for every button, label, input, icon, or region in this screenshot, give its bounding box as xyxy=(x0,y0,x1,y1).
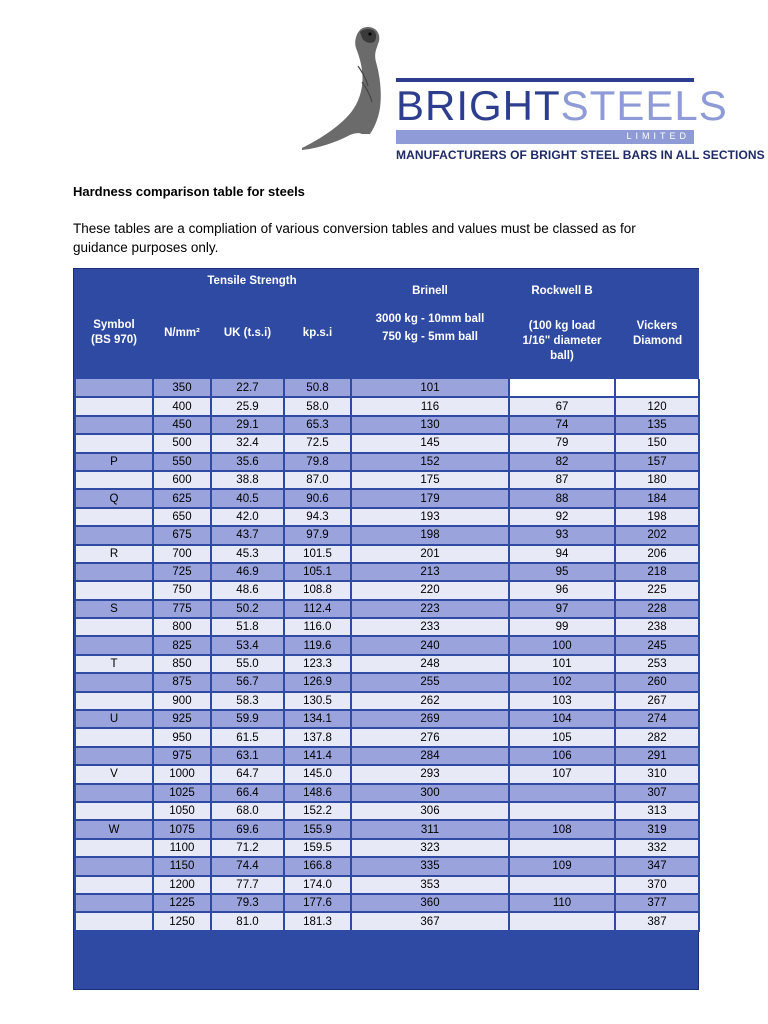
symbol-cell: P xyxy=(75,453,153,471)
table-row xyxy=(75,545,699,563)
uk-tsi-cell: 74.4 xyxy=(211,857,284,875)
kpsi-cell: 155.9 xyxy=(284,820,351,838)
rockwell-cell: 95 xyxy=(509,563,615,581)
vickers-cell: 218 xyxy=(615,563,699,581)
table-row xyxy=(75,397,699,415)
symbol-cell: W xyxy=(75,820,153,838)
uk-tsi-cell: 46.9 xyxy=(211,563,284,581)
rockwell-cell: 94 xyxy=(509,545,615,563)
brinell-cell: 360 xyxy=(351,894,509,912)
rockwell-cell: 67 xyxy=(509,397,615,415)
vickers-cell: 180 xyxy=(615,471,699,489)
symbol-cell xyxy=(75,397,153,415)
kpsi-cell: 166.8 xyxy=(284,857,351,875)
table-row xyxy=(75,508,699,526)
vickers-cell: 319 xyxy=(615,820,699,838)
kpsi-cell: 58.0 xyxy=(284,397,351,415)
uk-tsi-cell: 79.3 xyxy=(211,894,284,912)
brinell-cell: 198 xyxy=(351,526,509,544)
nmm-cell: 600 xyxy=(153,471,211,489)
brinell-cell: 179 xyxy=(351,489,509,507)
nmm-cell: 800 xyxy=(153,618,211,636)
brinell-cell: 233 xyxy=(351,618,509,636)
brand-name-bright: BRIGHT xyxy=(396,82,561,129)
document-intro: These tables are a compliation of various conversion tables and values must be classed as for guidance purposes only. xyxy=(73,221,636,255)
nmm-cell: 850 xyxy=(153,655,211,673)
table-row xyxy=(75,673,699,691)
uk-tsi-cell: 64.7 xyxy=(211,765,284,783)
kpsi-cell: 141.4 xyxy=(284,747,351,765)
table-row xyxy=(75,710,699,728)
nmm-cell: 750 xyxy=(153,581,211,599)
rockwell-cell xyxy=(509,876,615,894)
table-row xyxy=(75,784,699,802)
nmm-cell: 900 xyxy=(153,692,211,710)
rockwell-cell: 93 xyxy=(509,526,615,544)
nmm-cell: 350 xyxy=(153,379,211,397)
uk-tsi-cell: 63.1 xyxy=(211,747,284,765)
uk-tsi-cell: 71.2 xyxy=(211,839,284,857)
nmm-cell: 700 xyxy=(153,545,211,563)
symbol-cell: R xyxy=(75,545,153,563)
uk-tsi-header: UK (t.s.i) xyxy=(211,287,284,379)
brinell-cell: 335 xyxy=(351,857,509,875)
nmm-cell: 625 xyxy=(153,489,211,507)
nmm-cell: 1075 xyxy=(153,820,211,838)
table-row xyxy=(75,434,699,452)
kpsi-cell: 119.6 xyxy=(284,636,351,654)
brinell-cell: 201 xyxy=(351,545,509,563)
table-row xyxy=(75,489,699,507)
hardness-table-container xyxy=(73,268,699,990)
brinell-cell: 262 xyxy=(351,692,509,710)
symbol-cell xyxy=(75,471,153,489)
vickers-cell: 267 xyxy=(615,692,699,710)
symbol-cell xyxy=(75,802,153,820)
table-row xyxy=(75,655,699,673)
table-row xyxy=(75,894,699,912)
kpsi-cell: 90.6 xyxy=(284,489,351,507)
kpsi-cell: 145.0 xyxy=(284,765,351,783)
symbol-cell: V xyxy=(75,765,153,783)
table-row xyxy=(75,728,699,746)
rockwell-cell: 87 xyxy=(509,471,615,489)
rockwell-cell: 88 xyxy=(509,489,615,507)
vickers-header-label: Vickers Diamond xyxy=(633,320,683,347)
brinell-header-label: Brinell xyxy=(412,285,448,297)
symbol-cell xyxy=(75,379,153,397)
vickers-cell: 135 xyxy=(615,416,699,434)
rockwell-cell xyxy=(509,802,615,820)
vickers-cell: 245 xyxy=(615,636,699,654)
rockwell-cell: 82 xyxy=(509,453,615,471)
vickers-cell: 157 xyxy=(615,453,699,471)
vickers-cell: 370 xyxy=(615,876,699,894)
kpsi-cell: 148.6 xyxy=(284,784,351,802)
rockwell-header-sub: (100 kg load 1/16" diameter ball) xyxy=(522,320,602,362)
rockwell-cell: 110 xyxy=(509,894,615,912)
symbol-cell xyxy=(75,784,153,802)
brinell-cell: 293 xyxy=(351,765,509,783)
kpsi-cell: 116.0 xyxy=(284,618,351,636)
nmm-cell: 450 xyxy=(153,416,211,434)
vickers-cell: 238 xyxy=(615,618,699,636)
uk-tsi-cell: 58.3 xyxy=(211,692,284,710)
symbol-cell: Q xyxy=(75,489,153,507)
nmm-cell: 550 xyxy=(153,453,211,471)
kpsi-cell: 152.2 xyxy=(284,802,351,820)
table-row xyxy=(75,747,699,765)
table-row xyxy=(75,379,699,397)
brinell-cell: 145 xyxy=(351,434,509,452)
brinell-cell: 276 xyxy=(351,728,509,746)
uk-tsi-cell: 29.1 xyxy=(211,416,284,434)
rockwell-cell: 106 xyxy=(509,747,615,765)
rockwell-cell: 96 xyxy=(509,581,615,599)
rockwell-cell: 108 xyxy=(509,820,615,838)
uk-tsi-cell: 38.8 xyxy=(211,471,284,489)
symbol-cell xyxy=(75,728,153,746)
table-row xyxy=(75,618,699,636)
uk-tsi-cell: 22.7 xyxy=(211,379,284,397)
brinell-cell: 367 xyxy=(351,912,509,930)
brinell-cell: 306 xyxy=(351,802,509,820)
rockwell-cell: 92 xyxy=(509,508,615,526)
rockwell-cell: 99 xyxy=(509,618,615,636)
nmm-header: N/mm² xyxy=(153,287,211,379)
table-row xyxy=(75,526,699,544)
table-row xyxy=(75,471,699,489)
kpsi-cell: 112.4 xyxy=(284,600,351,618)
kpsi-cell: 134.1 xyxy=(284,710,351,728)
vickers-cell: 228 xyxy=(615,600,699,618)
vickers-cell: 150 xyxy=(615,434,699,452)
symbol-cell xyxy=(75,526,153,544)
vickers-cell: 377 xyxy=(615,894,699,912)
brand-name-steels: STEELS xyxy=(560,82,728,129)
kpsi-cell: 65.3 xyxy=(284,416,351,434)
otter-logo-icon xyxy=(300,22,392,152)
brinell-cell: 284 xyxy=(351,747,509,765)
uk-tsi-cell: 43.7 xyxy=(211,526,284,544)
symbol-cell: U xyxy=(75,710,153,728)
symbol-cell xyxy=(75,912,153,930)
nmm-cell: 875 xyxy=(153,673,211,691)
vickers-cell: 332 xyxy=(615,839,699,857)
table-row xyxy=(75,416,699,434)
symbol-cell xyxy=(75,747,153,765)
uk-tsi-cell: 77.7 xyxy=(211,876,284,894)
table-row xyxy=(75,453,699,471)
symbol-cell xyxy=(75,434,153,452)
table-row xyxy=(75,692,699,710)
symbol-cell xyxy=(75,416,153,434)
uk-tsi-cell: 51.8 xyxy=(211,618,284,636)
brand-limited: LIMITED xyxy=(626,131,690,141)
nmm-cell: 1025 xyxy=(153,784,211,802)
kpsi-cell: 79.8 xyxy=(284,453,351,471)
rockwell-cell: 101 xyxy=(509,655,615,673)
kpsi-cell: 108.8 xyxy=(284,581,351,599)
uk-tsi-cell: 55.0 xyxy=(211,655,284,673)
kpsi-cell: 50.8 xyxy=(284,379,351,397)
brinell-cell: 223 xyxy=(351,600,509,618)
brinell-cell: 255 xyxy=(351,673,509,691)
vickers-cell: 307 xyxy=(615,784,699,802)
symbol-cell xyxy=(75,508,153,526)
brand-name xyxy=(396,82,728,129)
kpsi-cell: 159.5 xyxy=(284,839,351,857)
brinell-cell: 311 xyxy=(351,820,509,838)
kpsi-cell: 130.5 xyxy=(284,692,351,710)
brinell-cell: 213 xyxy=(351,563,509,581)
rockwell-cell: 102 xyxy=(509,673,615,691)
nmm-cell: 1200 xyxy=(153,876,211,894)
nmm-cell: 1150 xyxy=(153,857,211,875)
table-row xyxy=(75,563,699,581)
vickers-cell: 120 xyxy=(615,397,699,415)
rockwell-cell xyxy=(509,912,615,930)
brinell-header-line1: 3000 kg - 10mm ball xyxy=(375,313,485,325)
kpsi-cell: 123.3 xyxy=(284,655,351,673)
symbol-cell xyxy=(75,618,153,636)
uk-tsi-cell: 59.9 xyxy=(211,710,284,728)
vickers-cell: 260 xyxy=(615,673,699,691)
brinell-cell: 193 xyxy=(351,508,509,526)
table-row xyxy=(75,857,699,875)
vickers-cell: 206 xyxy=(615,545,699,563)
brinell-cell: 240 xyxy=(351,636,509,654)
table-row xyxy=(75,802,699,820)
vickers-cell: 202 xyxy=(615,526,699,544)
brinell-cell: 220 xyxy=(351,581,509,599)
brinell-cell: 353 xyxy=(351,876,509,894)
kpsi-cell: 94.3 xyxy=(284,508,351,526)
vickers-cell: 225 xyxy=(615,581,699,599)
vickers-cell xyxy=(615,379,699,397)
rockwell-cell: 100 xyxy=(509,636,615,654)
rockwell-cell: 74 xyxy=(509,416,615,434)
brinell-cell: 130 xyxy=(351,416,509,434)
uk-tsi-cell: 25.9 xyxy=(211,397,284,415)
rockwell-cell: 109 xyxy=(509,857,615,875)
kpsi-cell: 181.3 xyxy=(284,912,351,930)
brinell-header xyxy=(351,269,509,379)
kpsi-cell: 126.9 xyxy=(284,673,351,691)
kpsi-cell: 137.8 xyxy=(284,728,351,746)
uk-tsi-cell: 50.2 xyxy=(211,600,284,618)
table-header xyxy=(75,269,699,379)
nmm-cell: 925 xyxy=(153,710,211,728)
uk-tsi-cell: 68.0 xyxy=(211,802,284,820)
rockwell-header-label: Rockwell B xyxy=(531,285,593,297)
table-body xyxy=(75,379,699,931)
table-row xyxy=(75,581,699,599)
rockwell-cell: 97 xyxy=(509,600,615,618)
vickers-cell: 282 xyxy=(615,728,699,746)
hardness-table xyxy=(74,269,700,932)
nmm-cell: 500 xyxy=(153,434,211,452)
symbol-cell: S xyxy=(75,600,153,618)
uk-tsi-cell: 53.4 xyxy=(211,636,284,654)
vickers-cell: 198 xyxy=(615,508,699,526)
vickers-cell: 274 xyxy=(615,710,699,728)
kpsi-cell: 101.5 xyxy=(284,545,351,563)
uk-tsi-cell: 32.4 xyxy=(211,434,284,452)
kpsi-cell: 97.9 xyxy=(284,526,351,544)
rockwell-cell: 79 xyxy=(509,434,615,452)
vickers-cell: 313 xyxy=(615,802,699,820)
table-row xyxy=(75,765,699,783)
table-row xyxy=(75,600,699,618)
document-title: Hardness comparison table for steels xyxy=(73,184,305,199)
nmm-cell: 725 xyxy=(153,563,211,581)
rockwell-cell xyxy=(509,839,615,857)
kpsi-cell: 174.0 xyxy=(284,876,351,894)
brinell-header-line2: 750 kg - 5mm ball xyxy=(382,331,478,343)
uk-tsi-cell: 81.0 xyxy=(211,912,284,930)
nmm-cell: 1100 xyxy=(153,839,211,857)
uk-tsi-cell: 40.5 xyxy=(211,489,284,507)
rockwell-cell xyxy=(509,379,615,397)
kpsi-cell: 105.1 xyxy=(284,563,351,581)
brand-block xyxy=(396,78,765,162)
brand-tagline: MANUFACTURERS OF BRIGHT STEEL BARS IN ALL SECTIONS xyxy=(396,148,765,162)
kpsi-cell: 72.5 xyxy=(284,434,351,452)
nmm-cell: 400 xyxy=(153,397,211,415)
brinell-cell: 152 xyxy=(351,453,509,471)
rockwell-cell xyxy=(509,784,615,802)
rockwell-cell: 104 xyxy=(509,710,615,728)
brinell-cell: 175 xyxy=(351,471,509,489)
nmm-cell: 775 xyxy=(153,600,211,618)
symbol-cell xyxy=(75,857,153,875)
symbol-cell xyxy=(75,876,153,894)
rockwell-cell: 107 xyxy=(509,765,615,783)
page-header xyxy=(300,22,765,162)
uk-tsi-cell: 69.6 xyxy=(211,820,284,838)
brinell-cell: 300 xyxy=(351,784,509,802)
symbol-cell xyxy=(75,839,153,857)
table-row xyxy=(75,636,699,654)
brinell-cell: 116 xyxy=(351,397,509,415)
rockwell-header xyxy=(509,269,615,379)
kpsi-header: kp.s.i xyxy=(284,287,351,379)
kpsi-cell: 87.0 xyxy=(284,471,351,489)
uk-tsi-cell: 45.3 xyxy=(211,545,284,563)
rockwell-cell: 105 xyxy=(509,728,615,746)
symbol-header: Symbol (BS 970) xyxy=(75,287,153,379)
symbol-cell xyxy=(75,692,153,710)
symbol-cell xyxy=(75,581,153,599)
symbol-cell xyxy=(75,636,153,654)
brinell-cell: 323 xyxy=(351,839,509,857)
uk-tsi-cell: 48.6 xyxy=(211,581,284,599)
nmm-cell: 1250 xyxy=(153,912,211,930)
brinell-cell: 101 xyxy=(351,379,509,397)
vickers-cell: 387 xyxy=(615,912,699,930)
nmm-cell: 825 xyxy=(153,636,211,654)
nmm-cell: 1050 xyxy=(153,802,211,820)
brinell-cell: 269 xyxy=(351,710,509,728)
uk-tsi-cell: 56.7 xyxy=(211,673,284,691)
symbol-cell xyxy=(75,894,153,912)
table-row xyxy=(75,876,699,894)
vickers-header xyxy=(615,269,699,379)
uk-tsi-cell: 35.6 xyxy=(211,453,284,471)
tensile-strength-header: Tensile Strength xyxy=(153,269,351,287)
brinell-cell: 248 xyxy=(351,655,509,673)
nmm-cell: 950 xyxy=(153,728,211,746)
nmm-cell: 1000 xyxy=(153,765,211,783)
symbol-cell xyxy=(75,563,153,581)
rockwell-cell: 103 xyxy=(509,692,615,710)
nmm-cell: 675 xyxy=(153,526,211,544)
vickers-cell: 291 xyxy=(615,747,699,765)
uk-tsi-cell: 66.4 xyxy=(211,784,284,802)
nmm-cell: 1225 xyxy=(153,894,211,912)
kpsi-cell: 177.6 xyxy=(284,894,351,912)
nmm-cell: 650 xyxy=(153,508,211,526)
table-row xyxy=(75,912,699,930)
symbol-cell: T xyxy=(75,655,153,673)
brand-limited-bar xyxy=(396,130,694,144)
table-row xyxy=(75,820,699,838)
uk-tsi-cell: 42.0 xyxy=(211,508,284,526)
vickers-cell: 347 xyxy=(615,857,699,875)
vickers-cell: 253 xyxy=(615,655,699,673)
vickers-cell: 310 xyxy=(615,765,699,783)
table-row xyxy=(75,839,699,857)
nmm-cell: 975 xyxy=(153,747,211,765)
vickers-cell: 184 xyxy=(615,489,699,507)
uk-tsi-cell: 61.5 xyxy=(211,728,284,746)
symbol-cell xyxy=(75,673,153,691)
